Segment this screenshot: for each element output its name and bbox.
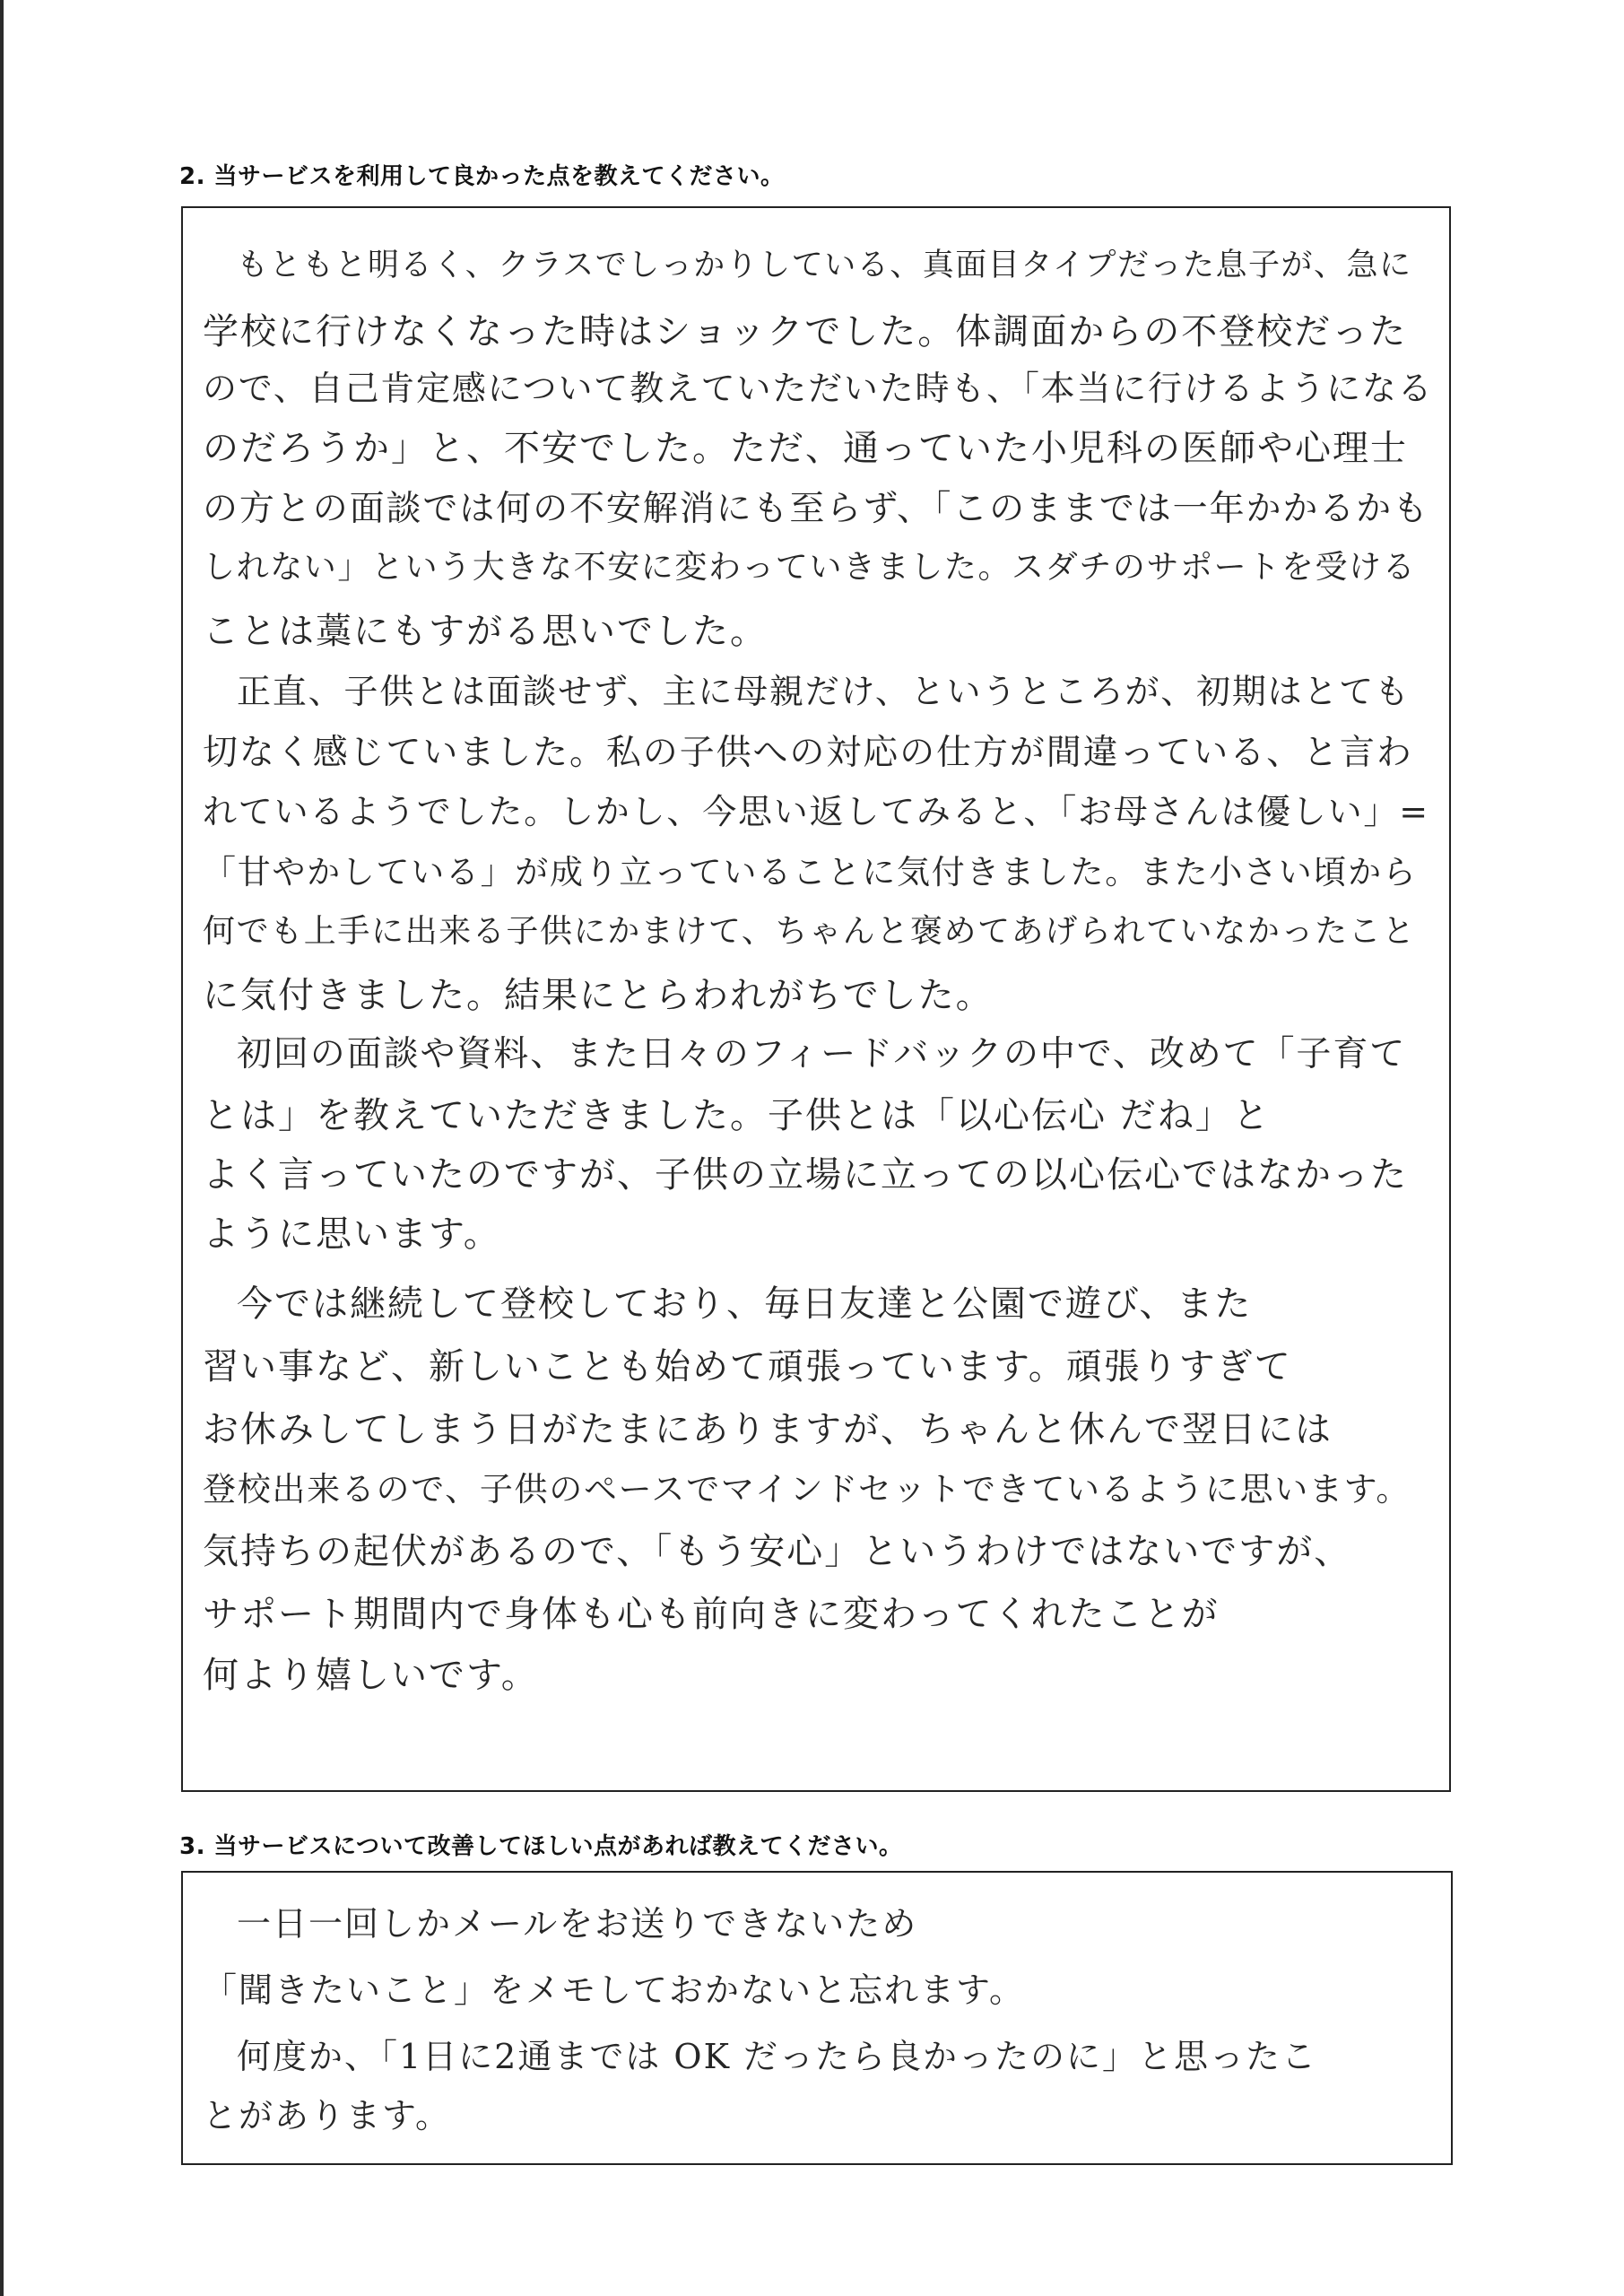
- answer-line: 学校に行けなくなった時はショックでした。体調面からの不登校だった: [203, 311, 1408, 352]
- section-3-heading: 3. 当サービスについて改善してほしい点があれば教えてください。: [179, 1833, 903, 1860]
- answer-line: とは」を教えていただきました。子供とは「以心伝心 だね」と: [203, 1095, 1271, 1136]
- answer-line: もともと明るく、クラスでしっかりしている、真面目タイプだった息子が、急に: [237, 248, 1412, 283]
- answer-line: 何度か、「1日に2通までは OK だったら良かったのに」と思ったこ: [237, 2037, 1318, 2076]
- answer-line: しれない」という大きな不安に変わっていきました。スダチのサポートを受ける: [203, 549, 1417, 586]
- answer-line: 習い事など、新しいことも始めて頑張っています。頑張りすぎて: [203, 1346, 1292, 1387]
- answer-line: よく言っていたのですが、子供の立場に立っての以心伝心ではなかった: [203, 1154, 1408, 1196]
- answer-line: ので、自己肯定感について教えていただいた時も、「本当に行けるようになる: [203, 369, 1434, 408]
- answer-line: 「甘やかしている」が成り立っていることに気付きました。また小さい頃から: [203, 853, 1418, 891]
- answer-line: 登校出来るので、子供のペースでマインドセットできているように思います。: [203, 1470, 1411, 1509]
- answer-line: に気付きました。結果にとらわれがちでした。: [203, 975, 994, 1016]
- section-2-answer-box: [181, 206, 1451, 1792]
- answer-line: の方との面談では何の不安解消にも至らず、「このままでは一年かかるかも: [203, 489, 1429, 529]
- answer-line: ことは藁にもすがる思いでした。: [203, 611, 768, 652]
- scan-left-edge: [0, 0, 4, 2296]
- answer-line: れているようでした。しかし、今思い返してみると、「お母さんは優しい」=: [203, 792, 1429, 831]
- answer-line: 今では継続して登校しており、毎日友達と公園で遊び、また: [237, 1283, 1253, 1325]
- answer-line: 一日一回しかメールをお送りできないため: [237, 1904, 918, 1944]
- answer-line: とがあります。: [203, 2096, 451, 2135]
- answer-line: 気持ちの起伏があるので、「もう安心」というわけではないですが、: [203, 1531, 1352, 1572]
- answer-line: のだろうか」と、不安でした。ただ、通っていた小児科の医師や心理士: [203, 428, 1408, 469]
- answer-line: 何でも上手に出来る子供にかまけて、ちゃんと褒めてあげられていなかったこと: [203, 913, 1416, 950]
- answer-line: 切なく感じていました。私の子供への対応の仕方が間違っている、と言わ: [203, 733, 1413, 773]
- answer-line: お休みしてしまう日がたまにありますが、ちゃんと休んで翌日には: [203, 1409, 1333, 1450]
- answer-line: ように思います。: [203, 1213, 501, 1255]
- section-3-answer-box: [181, 1871, 1453, 2165]
- answer-line: 何より嬉しいです。: [203, 1655, 539, 1696]
- answer-line: 初回の面談や資料、また日々のフィードバックの中で、改めて「子育て: [237, 1034, 1407, 1074]
- answer-line: 「聞きたいこと」をメモしておかないと忘れます。: [203, 1970, 1025, 2010]
- answer-line: 正直、子供とは面談せず、主に母親だけ、というところが、初期はとても: [237, 672, 1411, 711]
- answer-line: サポート期間内で身体も心も前向きに変わってくれたことが: [203, 1594, 1220, 1635]
- section-2-heading: 2. 当サービスを利用して良かった点を教えてください。: [179, 163, 785, 190]
